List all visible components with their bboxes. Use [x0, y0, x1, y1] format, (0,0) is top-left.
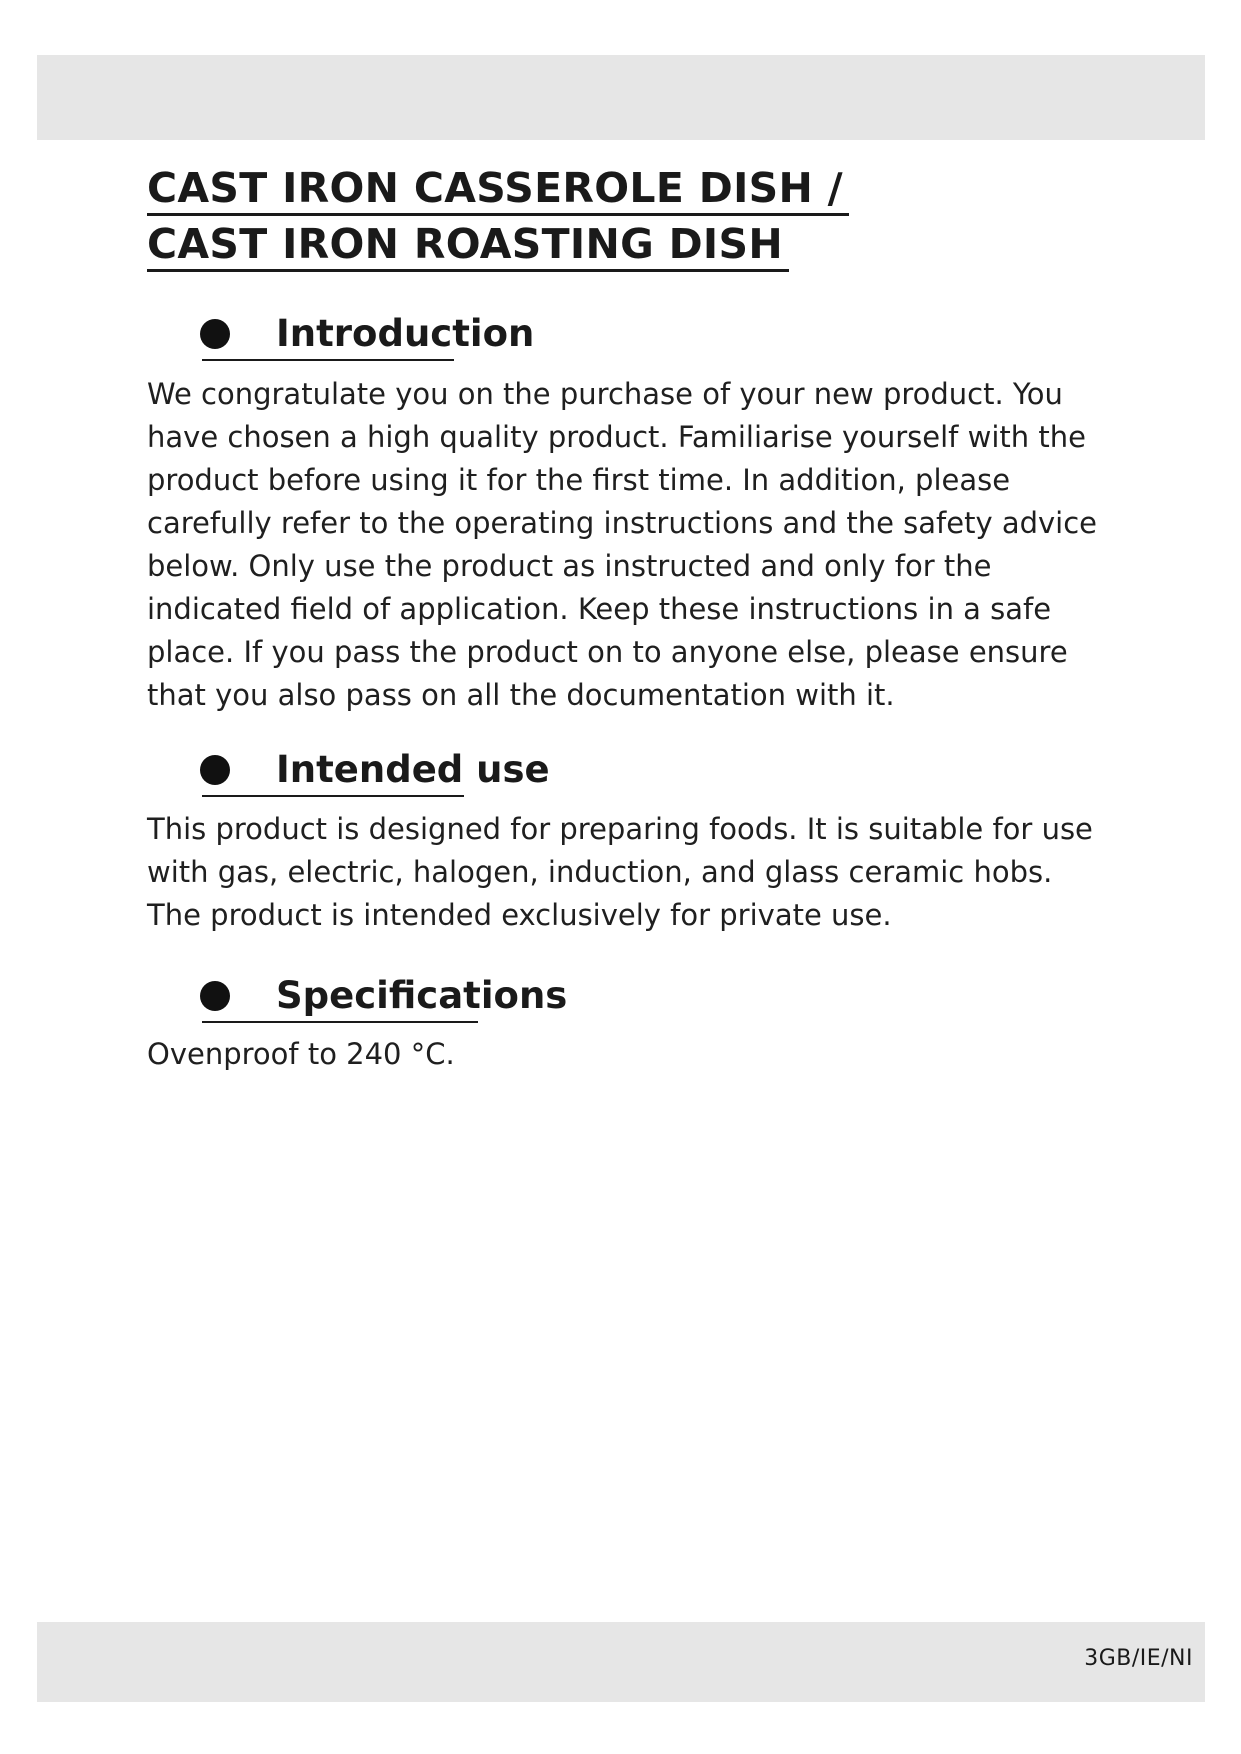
page-number-code: 3GB/IE/NI — [1084, 1646, 1193, 1671]
page-header-band — [37, 55, 1205, 140]
specifications-paragraph: Ovenproof to 240 °C. — [147, 1037, 455, 1071]
heading-underline — [202, 795, 464, 797]
heading-underline — [202, 359, 454, 361]
section-heading-intended-use — [200, 748, 550, 791]
bullet-icon — [200, 319, 230, 349]
page-footer-band — [37, 1622, 1205, 1702]
title-line-1: CAST IRON CASSEROLE DISH / — [147, 163, 849, 216]
intended-use-paragraph: This product is designed for preparing foods. It is suitable for use with gas, electric, halogen, induction, and glass ceramic hobs. The product is intended exclusively for private use. — [147, 812, 1093, 932]
document-title — [147, 160, 849, 272]
title-line-2: CAST IRON ROASTING DISH — [147, 219, 789, 272]
section-heading-label: Intended use — [276, 748, 550, 791]
section-heading-introduction — [200, 312, 534, 355]
section-heading-label: Introduction — [276, 312, 535, 355]
section-heading-label: Specifications — [276, 974, 568, 1017]
bullet-icon — [200, 755, 230, 785]
bullet-icon — [200, 981, 230, 1011]
heading-underline — [202, 1021, 478, 1023]
section-heading-specifications — [200, 974, 567, 1017]
introduction-paragraph: We congratulate you on the purchase of your new product. You have chosen a high quality product. Familiarise yourself with the product before using it for the first time. In addition, please carefully refer to the operating instructions and the safety advice below. Only use the product as instructed and only for the indicated field of application. Keep these instructions in a safe place. If you pass the product on to anyone else, please ensure that you also pass on all the documentation with it. — [147, 377, 1098, 712]
